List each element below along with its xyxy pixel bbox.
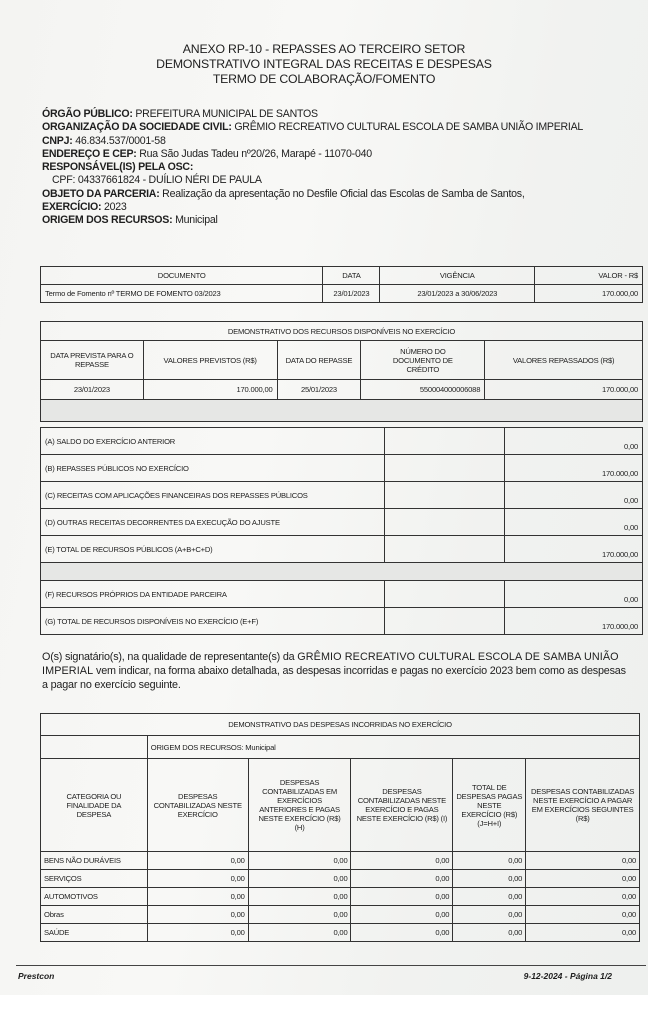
cnpj: CNPJ: 46.834.537/0001-58 <box>42 134 166 147</box>
table-title: DEMONSTRATIVO DOS RECURSOS DISPONÍVEIS NO EXERCÍCIO <box>41 322 643 341</box>
row-label: (F) RECURSOS PRÓPRIOS DA ENTIDADE PARCEIRA <box>41 581 385 608</box>
table-title-row <box>41 714 640 736</box>
table-header-row <box>41 267 643 285</box>
origem-recursos: ORIGEM DOS RECURSOS: Municipal <box>42 214 218 227</box>
cell-vigencia: 23/01/2023 a 30/06/2023 <box>380 285 535 303</box>
title-line-3: TERMO DE COLABORAÇÃO/FOMENTO <box>212 72 436 86</box>
header-total-j: TOTAL DE DESPESAS PAGAS NESTE EXERCÍCIO (R$) (J=H+I) <box>453 759 526 852</box>
organizacao-sociedade-civil: ORGANIZAÇÃO DA SOCIEDADE CIVIL: GRÊMIO RECREATIVO CULTURAL ESCOLA DE SAMBA UNIÃO IMPERIAL <box>42 121 584 134</box>
header-documento: DOCUMENTO <box>41 267 323 285</box>
cell-valores-previstos: 170.000,00 <box>143 380 277 400</box>
despesas-incorridas-table <box>40 713 640 942</box>
cell-valor: 170.000,00 <box>535 285 643 303</box>
documento-table <box>40 266 643 303</box>
table-row <box>41 608 643 635</box>
header-valor: VALOR - R$ <box>535 267 643 285</box>
footer-system-name: Prestcon <box>18 971 55 981</box>
row-label: (G) TOTAL DE RECURSOS DISPONÍVEIS NO EXERCÍCIO (E+F) <box>41 608 385 635</box>
origem-recursos: ORIGEM DOS RECURSOS: Municipal <box>147 736 639 759</box>
cell-documento: Termo de Fomento nº TERMO DE FOMENTO 03/2023 <box>41 285 323 303</box>
row-label: (D) OUTRAS RECEITAS DECORRENTES DA EXECUÇÃO DO AJUSTE <box>41 509 385 536</box>
orgao-publico: ÓRGÃO PÚBLICO: PREFEITURA MUNICIPAL DE SANTOS <box>42 108 318 120</box>
cell-numero-documento: 550004000006088 <box>361 380 485 400</box>
header-categoria: CATEGORIA OU FINALIDADE DA DESPESA <box>41 759 148 852</box>
row-label: (B) REPASSES PÚBLICOS NO EXERCÍCIO <box>41 455 385 482</box>
responsavel-value: CPF: 04337661824 - DUÍLIO NÉRI DE PAULA <box>52 174 262 187</box>
row-value: 0,00 <box>505 509 643 536</box>
table-row <box>41 455 643 482</box>
document-title <box>0 42 648 87</box>
spacer-row <box>41 563 643 581</box>
header-numero-documento: NÚMERO DO DOCUMENTO DE CRÉDITO <box>361 341 485 380</box>
entity-name: GRÊMIO RECREATIVO CULTURAL ESCOLA DE SAMBA UNIÃO IMPERIAL <box>42 651 619 677</box>
row-value: 170.000,00 <box>505 455 643 482</box>
table-row: SAÚDE 0,00 0,00 0,00 0,00 0,00 <box>41 924 640 942</box>
cell-data-repasse: 25/01/2023 <box>277 380 361 400</box>
declaration-paragraph: O(s) signatário(s), na qualidade de representante(s) da GRÊMIO RECREATIVO CULTURAL ESCOLA DE SAMBA UNIÃO IMPERIAL vem indicar, na forma abaixo detalhada, as despesas incorridas e pagas no exercício 2023 bem como as despesas a pagar no exercício seguinte. <box>42 651 626 691</box>
table-row <box>41 380 643 400</box>
cell-data: 23/01/2023 <box>323 285 380 303</box>
row-label: (A) SALDO DO EXERCÍCIO ANTERIOR <box>41 428 385 455</box>
exercicio: EXERCÍCIO: 2023 <box>42 201 127 214</box>
header-vigencia: VIGÊNCIA <box>380 267 535 285</box>
recursos-disponiveis-table <box>40 321 643 422</box>
table-header-row <box>41 759 640 852</box>
row-label: (E) TOTAL DE RECURSOS PÚBLICOS (A+B+C+D) <box>41 536 385 563</box>
row-label: (C) RECEITAS COM APLICAÇÕES FINANCEIRAS DOS REPASSES PÚBLICOS <box>41 482 385 509</box>
table-row <box>41 285 643 303</box>
cell-data-prevista: 23/01/2023 <box>41 380 144 400</box>
table-row <box>41 509 643 536</box>
table-row <box>41 482 643 509</box>
table-header-row <box>41 341 643 380</box>
header-valores-repassados: VALORES REPASSADOS (R$) <box>485 341 643 380</box>
table-row: BENS NÃO DURÁVEIS 0,00 0,00 0,00 0,00 0,00 <box>41 852 640 870</box>
table-row <box>41 536 643 563</box>
header-anteriores-h: DESPESAS CONTABILIZADAS EM EXERCÍCIOS ANTERIORES E PAGAS NESTE EXERCÍCIO (R$) (H) <box>248 759 351 852</box>
endereco-cep: ENDEREÇO E CEP: Rua São Judas Tadeu nº20/26, Marapé - 11070-040 <box>42 147 372 160</box>
header-a-pagar: DESPESAS CONTABILIZADAS NESTE EXERCÍCIO A PAGAR EM EXERCÍCIOS SEGUINTES (R$) <box>526 759 640 852</box>
header-data-prevista: DATA PREVISTA PARA O REPASSE <box>41 341 144 380</box>
table-row: SERVIÇOS 0,00 0,00 0,00 0,00 0,00 <box>41 870 640 888</box>
header-data: DATA <box>323 267 380 285</box>
origem-row <box>41 736 640 759</box>
row-value: 0,00 <box>505 581 643 608</box>
title-line-2: DEMONSTRATIVO INTEGRAL DAS RECEITAS E DESPESAS <box>156 57 492 71</box>
header-pagas-i: DESPESAS CONTABILIZADAS NESTE EXERCÍCIO E PAGAS NESTE EXERCÍCIO (R$) (I) <box>351 759 453 852</box>
row-value: 170.000,00 <box>505 536 643 563</box>
footer-page-info: 9-12-2024 - Página 1/2 <box>523 971 612 981</box>
cell-valores-repassados: 170.000,00 <box>485 380 643 400</box>
footer-divider <box>16 965 646 966</box>
table-title-row <box>41 322 643 341</box>
resumo-recursos-table <box>40 427 643 635</box>
table-row <box>41 428 643 455</box>
title-line-1: ANEXO RP-10 - REPASSES AO TERCEIRO SETOR <box>182 42 466 56</box>
row-value: 0,00 <box>505 428 643 455</box>
header-valores-previstos: VALORES PREVISTOS (R$) <box>143 341 277 380</box>
table-row <box>41 581 643 608</box>
row-value: 0,00 <box>505 482 643 509</box>
row-value: 170.000,00 <box>505 608 643 635</box>
header-data-repasse: DATA DO REPASSE <box>277 341 361 380</box>
spacer-row <box>41 400 643 422</box>
objeto-parceria: OBJETO DA PARCERIA: Realização da apresentação no Desfile Oficial das Escolas de Samba de Santos, <box>42 187 525 200</box>
table-title: DEMONSTRATIVO DAS DESPESAS INCORRIDAS NO EXERCÍCIO <box>41 714 640 736</box>
table-row: AUTOMOTIVOS 0,00 0,00 0,00 0,00 0,00 <box>41 888 640 906</box>
table-row: Obras 0,00 0,00 0,00 0,00 0,00 <box>41 906 640 924</box>
identification-block <box>42 108 622 228</box>
header-contabilizadas: DESPESAS CONTABILIZADAS NESTE EXERCÍCIO <box>147 759 248 852</box>
responsavel-label: RESPONSÁVEL(IS) PELA OSC: <box>42 161 194 174</box>
